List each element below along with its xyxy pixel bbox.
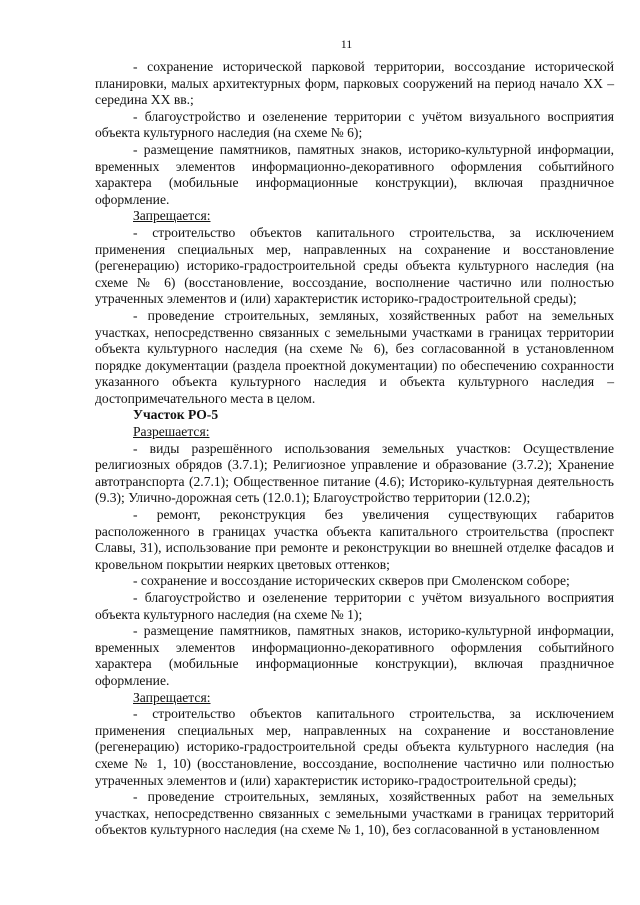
page-number: 11	[340, 37, 353, 51]
subheading-prohibited: Запрещается:	[133, 208, 211, 224]
paragraph: - ремонт, реконструкция без увеличения существующих габаритов расположенного в границах участка объекта капитального строительства (проспект Славы, 31), использование при ремонте и реконструкции во внешней отделке фасадов и кровельном покрытии неярких цветовых оттенков;	[95, 507, 614, 572]
paragraph: - строительство объектов капитального строительства, за исключением применения специальных мер, направленных на сохранение и восстановление (регенерацию) историко-градостроительной среды объекта культурного наследия (на схеме № 6) (восстановление, воссоздание, восполнение частично или полностью утраченных элементов и (или) характеристик историко-градостроительной среды);	[95, 224, 614, 307]
subheading-prohibited: Запрещается:	[133, 689, 211, 705]
section-heading: Участок РО-5	[133, 407, 219, 423]
paragraph: - строительство объектов капитального строительства, за исключением применения специальных мер, направленных на сохранение и восстановление (регенерацию) историко-градостроительной среды объекта культурного наследия (на схеме № 1, 10) (восстановление, воссоздание, восполнение частично или полностью утраченных элементов и (или) характеристик историко-градостроительной среды);	[95, 706, 614, 788]
paragraph: - сохранение и воссоздание исторических скверов при Смоленском соборе;	[133, 573, 570, 589]
paragraph: - сохранение исторической парковой территории, воссоздание исторической планировки, малых архитектурных форм, парковых сооружений на период начало XX – середина XX вв.;	[95, 59, 614, 108]
paragraph: - размещение памятников, памятных знаков, историко-культурной информации, временных элементов информационно-декоративного оформления событийного характера (мобильные информационные конструкции), включая праздничное оформление.	[95, 141, 614, 207]
paragraph: - виды разрешённого использования земельных участков: Осуществление религиозных обрядов (3.7.1); Религиозное управление и образование (3.7.2); Хранение автотранспорта (2.7.1); Общественное питание (4.6); Историко-культурная деятельность (9.3); Улично-дорожная сеть (12.0.1); Благоустройство территории (12.0.2);	[95, 440, 614, 506]
paragraph: - проведение строительных, земляных, хозяйственных работ на земельных участках, непосредственно связанных с земельными участками в границах территории объекта культурного наследия (на схеме № 6), без согласованной в установленном порядке документации (раздела проектной документации) по обеспечению сохранности указанного объекта культурного наследия и объекта культурного наследия – достопримечательного места в целом.	[95, 307, 614, 406]
paragraph: - размещение памятников, памятных знаков, историко-культурной информации, временных элементов информационно-декоративного оформления событийного характера (мобильные информационные конструкции), включая праздничное оформление.	[95, 623, 614, 688]
paragraph: - благоустройство и озеленение территории с учётом визуального восприятия объекта культурного наследия (на схеме № 1);	[95, 590, 614, 622]
paragraph: - проведение строительных, земляных, хозяйственных работ на земельных участках, непосредственно связанных с земельными участками в границах территорий объектов культурного наследия (на схеме № 1, 10), без согласованной в установленном	[95, 789, 614, 838]
subheading-allowed: Разрешается:	[133, 424, 210, 440]
paragraph: - благоустройство и озеленение территории с учётом визуального восприятия объекта культурного наследия (на схеме № 6);	[95, 108, 614, 141]
